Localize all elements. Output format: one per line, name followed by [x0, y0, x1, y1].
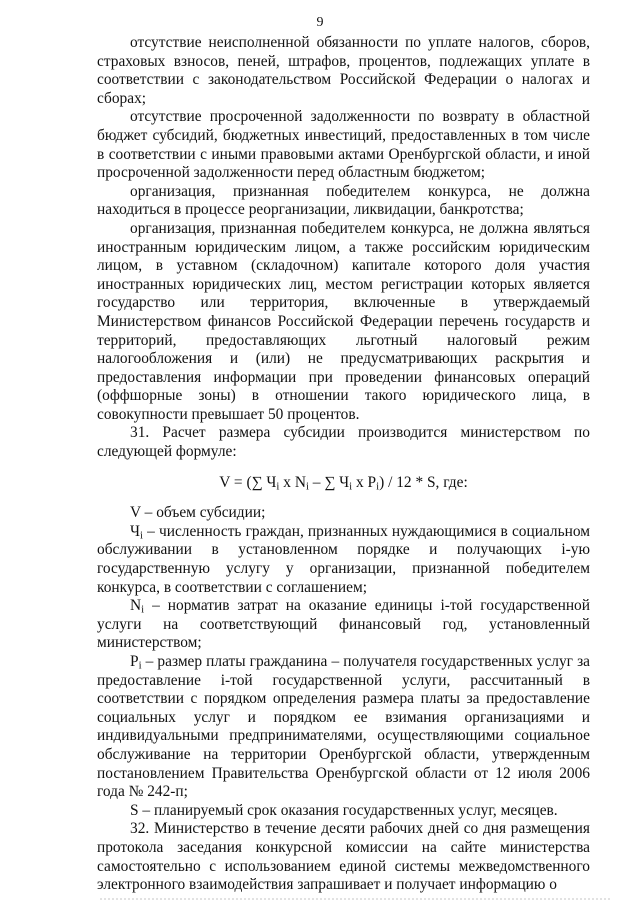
definition-p-text: – размер платы гражданина – получателя государственных услуг за предоставление i-той государственной услуги, рассчитанный в соответствии с порядком определения размера платы за предоставление социальных услуг и порядком ее взимания организациями и индивидуальными предпринимателями, осуществляющими социальное обслуживание на территории Оренбургской области, утвержденным постановлением Правительства Оренбургской области от 12 июля 2006 года № 242-п; [97, 653, 590, 801]
page-number: 9 [316, 15, 324, 30]
formula-times-n: x N [279, 473, 306, 491]
symbol-p: P [130, 653, 139, 670]
definition-p [97, 653, 590, 802]
symbol-sub: i [138, 659, 142, 672]
subsidy-formula [97, 474, 590, 493]
formula-sub: i [349, 480, 353, 493]
scan-bottom-edge [100, 898, 610, 904]
symbol-n: N [130, 597, 142, 615]
definition-s: S – планируемый срок оказания государственных услуг, месяцев. [130, 801, 558, 819]
symbol-sub: i [140, 529, 144, 542]
formula-tail: ) / 12 * S, где: [379, 473, 468, 491]
paragraph-no-budget-debt: отсутствие просроченной задолженности по возврату в областной бюджет субсидий, бюджетных инвестиций, предоставленных в том числе в соответствии с иными правовыми актами Оренбургской области, и иной просроченной задолженности перед областным бюджетом; [97, 108, 590, 182]
paragraph-31-calculation: 31. Расчет размера субсидии производится министерством по следующей формуле: [97, 424, 590, 461]
paragraph-no-tax-debt: отсутствие неисполненной обязанности по уплате налогов, сборов, страховых взносов, пеней, штрафов, процентов, подлежащих уплате в соответствии с законодательством Российской Федерации о налогах и сборах; [97, 34, 590, 107]
paragraph-32-ministry: 32. Министерство в течение десяти рабочих дней со дня размещения протокола заседания конкурсной комиссии на сайте министерства самостоятельно с использованием единой системы межведомственного электронного взаимодействия запрашивает и получает информацию о [97, 820, 590, 894]
definition-n [97, 597, 590, 653]
document-body [97, 34, 590, 895]
symbol-ch: Ч [130, 522, 141, 540]
symbol-sub: i [141, 603, 145, 616]
paragraph-no-reorganization: организация, признанная победителем конкурса, не должна находиться в процессе реорганизации, ликвидации, банкротства; [97, 182, 590, 219]
paragraph-not-foreign-entity: организация, признанная победителем конкурса, не должна являться иностранным юридическим лицом, а также российским юридическим лицом, в уставном (складочном) капитале которого доля участия иностранных юридических лиц, местом регистрации которых является государство или территория, включенные в утверждаемый Министерством финансов Российской Федерации перечень государств и территорий, предоставляющих льготный налоговый режим налогообложения и (или) не предусматривающих раскрытия и предоставления информации при проведении финансовых операций (оффшорные зоны) в отношении такого юридического лица, в совокупности превышает 50 процентов. [97, 219, 590, 423]
definition-ch-text: – численность граждан, признанных нуждающимися в социальном обслуживании в установленном порядке и получающих i-ую государственную услугу у организации, признанной победителем конкурса, в соответствии с соглашением; [97, 522, 590, 596]
definition-v: V – объем субсидии; [130, 504, 266, 522]
formula-minus-sum-ch: – ∑ Ч [308, 473, 350, 491]
formula-sub: i [305, 480, 309, 493]
definition-ch [97, 523, 590, 597]
formula-times-p: x P [352, 473, 377, 491]
formula-sum-ch: ∑ Ч [251, 473, 277, 491]
formula-sub: i [376, 480, 380, 493]
formula-sub: i [276, 480, 280, 493]
formula-lhs: V = ( [219, 473, 252, 491]
definition-n-text: – норматив затрат на оказание единицы i-той государственной услуги на соответствующий финансовый год, установленный министерством; [97, 597, 590, 652]
